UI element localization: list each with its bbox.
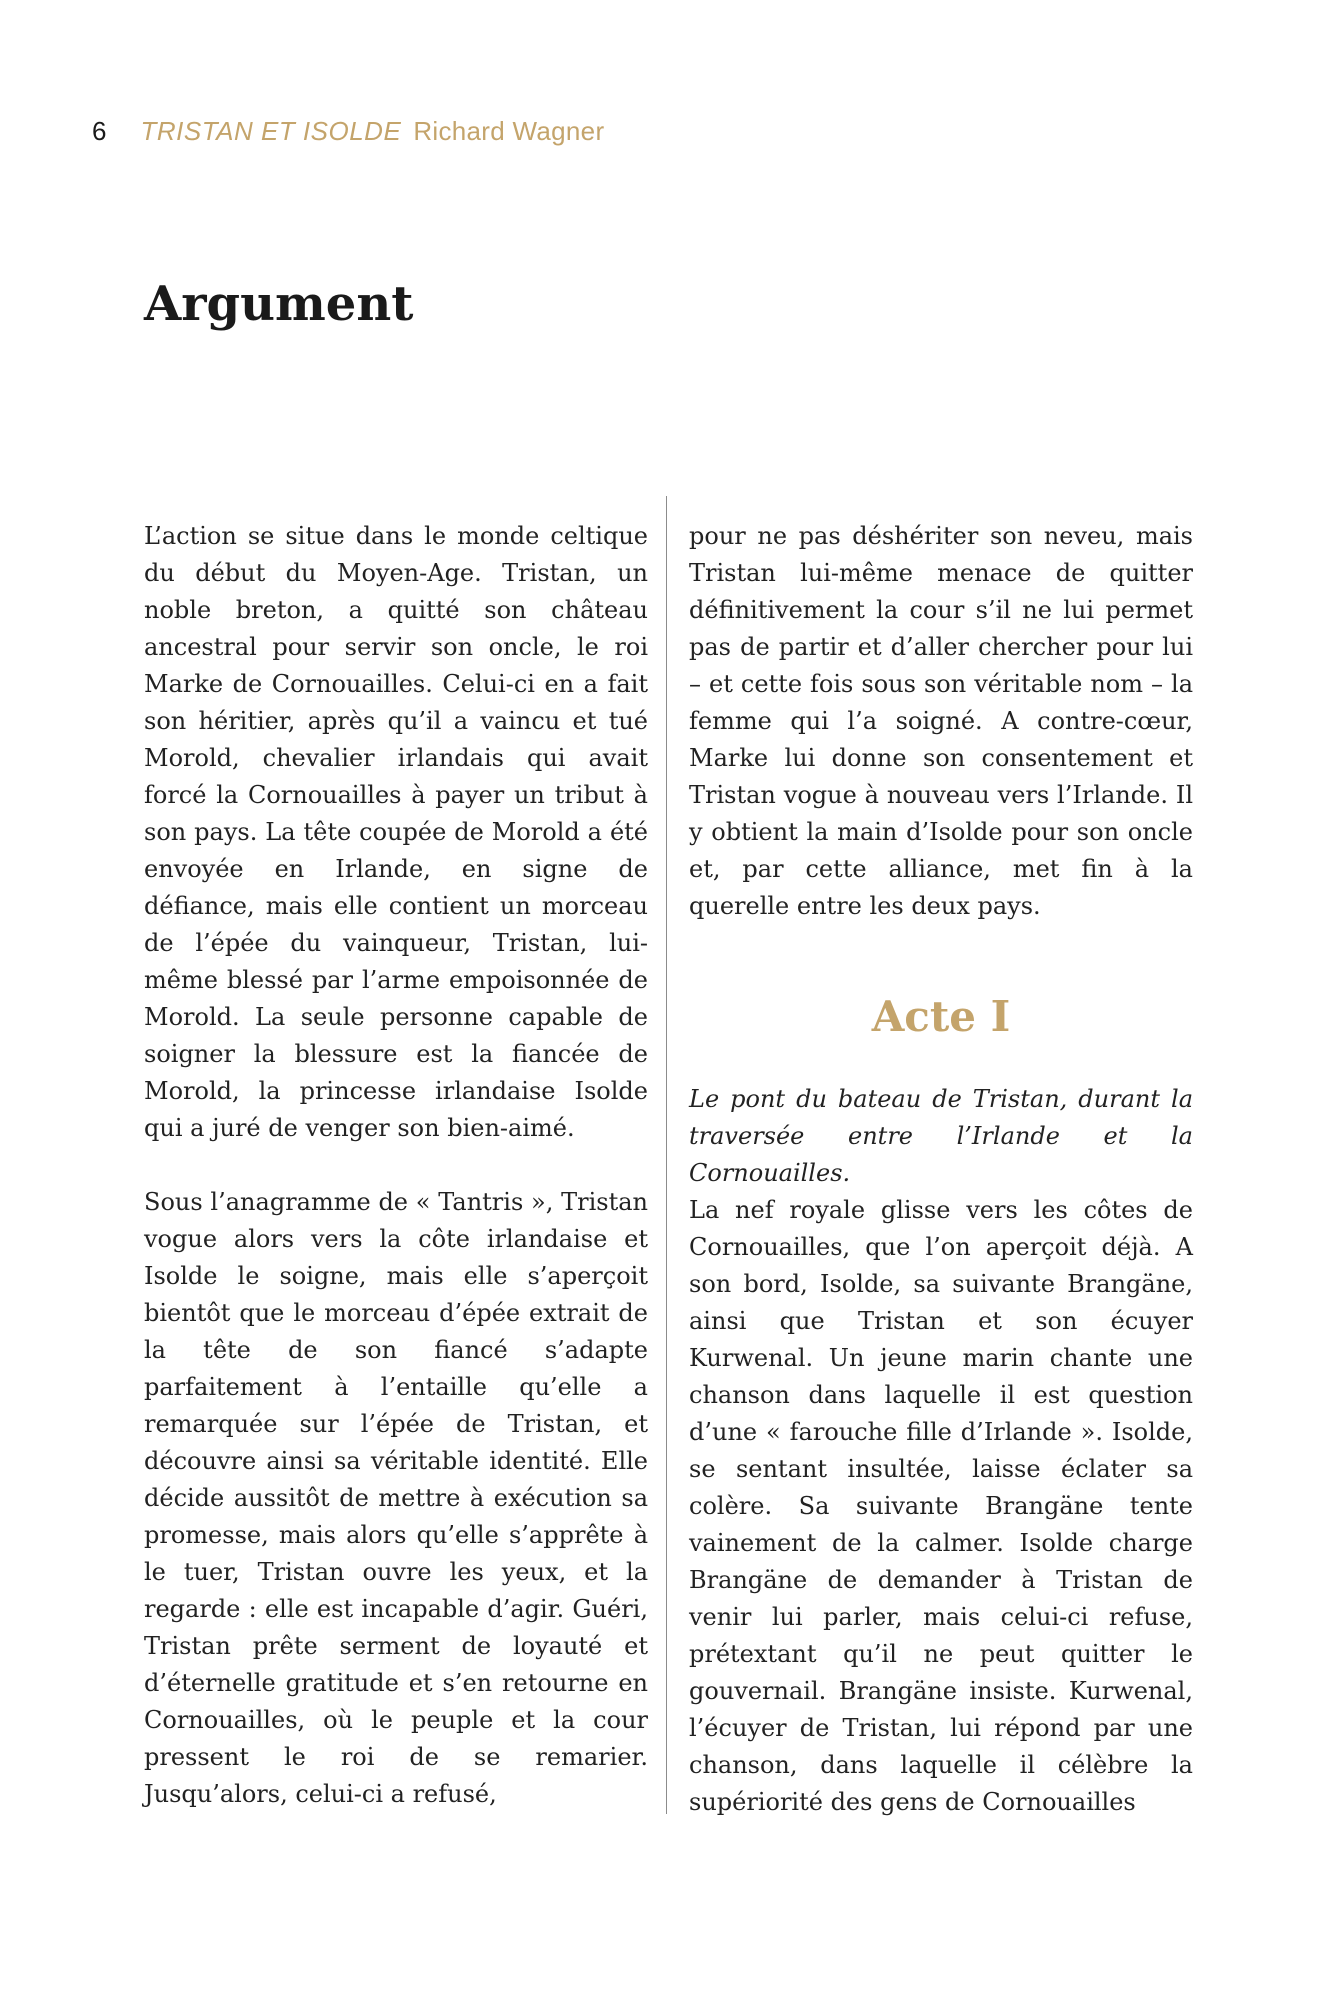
- header-author: Richard Wagner: [413, 116, 605, 146]
- running-header: [92, 116, 604, 152]
- paragraph-intro: L’action se situe dans le monde celtique du début du Moyen-Age. Tristan, un noble breton, a quitté son château ancestral pour servir son oncle, le roi Marke de Cornouailles. Celui-ci en a fait son héritier, après qu’il a vaincu et tué Morold, chevalier irlandais qui avait forcé la Cornouailles à payer un tribut à son pays. La tête coupée de Morold a été envoyée en Irlande, en signe de défiance, mais elle contient un morceau de l’épée du vainqueur, Tristan, lui-même blessé par l’arme empoisonnée de Morold. La seule personne capable de soigner la blessure est la fiancée de Morold, la princesse irlandaise Isolde qui a juré de venger son bien-aimé.: [144, 522, 648, 1142]
- page-number: 6: [92, 116, 107, 146]
- page-title: Argument: [144, 276, 414, 332]
- right-column: [689, 518, 1193, 1821]
- stage-direction: Le pont du bateau de Tristan, durant la traversée entre l’Irlande et la Cornouailles.: [689, 1085, 1193, 1187]
- left-column: [144, 518, 648, 1813]
- header-book-title: TRISTAN ET ISOLDE: [140, 116, 402, 146]
- paragraph-acte-1: La nef royale glisse vers les côtes de Cornouailles, que l’on aperçoit déjà. A son bord, Isolde, sa suivante Brangäne, ainsi que Tristan et son écuyer Kurwenal. Un jeune marin chante une chanson dans laquelle il est question d’une « farouche fille d’Irlande ». Isolde, se sentant insultée, laisse éclater sa colère. Sa suivante Brangäne tente vainement de la calmer. Isolde charge Brangäne de demander à Tristan de venir lui parler, mais celui-ci refuse, prétextant qu’il ne peut quitter le gouvernail. Brangäne insiste. Kurwenal, l’écuyer de Tristan, lui répond par une chanson, dans laquelle il célèbre la supériorité des gens de Cornouailles: [689, 1196, 1193, 1816]
- column-divider: [666, 496, 667, 1814]
- paragraph-tantris: Sous l’anagramme de « Tantris », Tristan vogue alors vers la côte irlandaise et Isolde le soigne, mais elle s’aperçoit bientôt que le morceau d’épée extrait de la tête de son fiancé s’adapte parfaitement à l’entaille qu’elle a remarquée sur l’épée de Tristan, et découvre ainsi sa véritable identité. Elle décide aussitôt de mettre à exécution sa promesse, mais alors qu’elle s’apprête à le tuer, Tristan ouvre les yeux, et la regarde : elle est incapable d’agir. Guéri, Tristan prête serment de loyauté et d’éternelle gratitude et s’en retourne en Cornouailles, où le peuple et la cour pressent le roi de se remarier. Jusqu’alors, celui-ci a refusé,: [144, 1188, 648, 1808]
- section-heading-acte-1: Acte I: [871, 992, 1011, 1041]
- paragraph-continuation: pour ne pas déshériter son neveu, mais Tristan lui-même menace de quitter définitivement la cour s’il ne lui permet pas de partir et d’aller chercher pour lui – et cette fois sous son véritable nom – la femme qui l’a soigné. A contre-cœur, Marke lui donne son consentement et Tristan vogue à nouveau vers l’Irlande. Il y obtient la main d’Isolde pour son oncle et, par cette alliance, met fin à la querelle entre les deux pays.: [689, 522, 1193, 920]
